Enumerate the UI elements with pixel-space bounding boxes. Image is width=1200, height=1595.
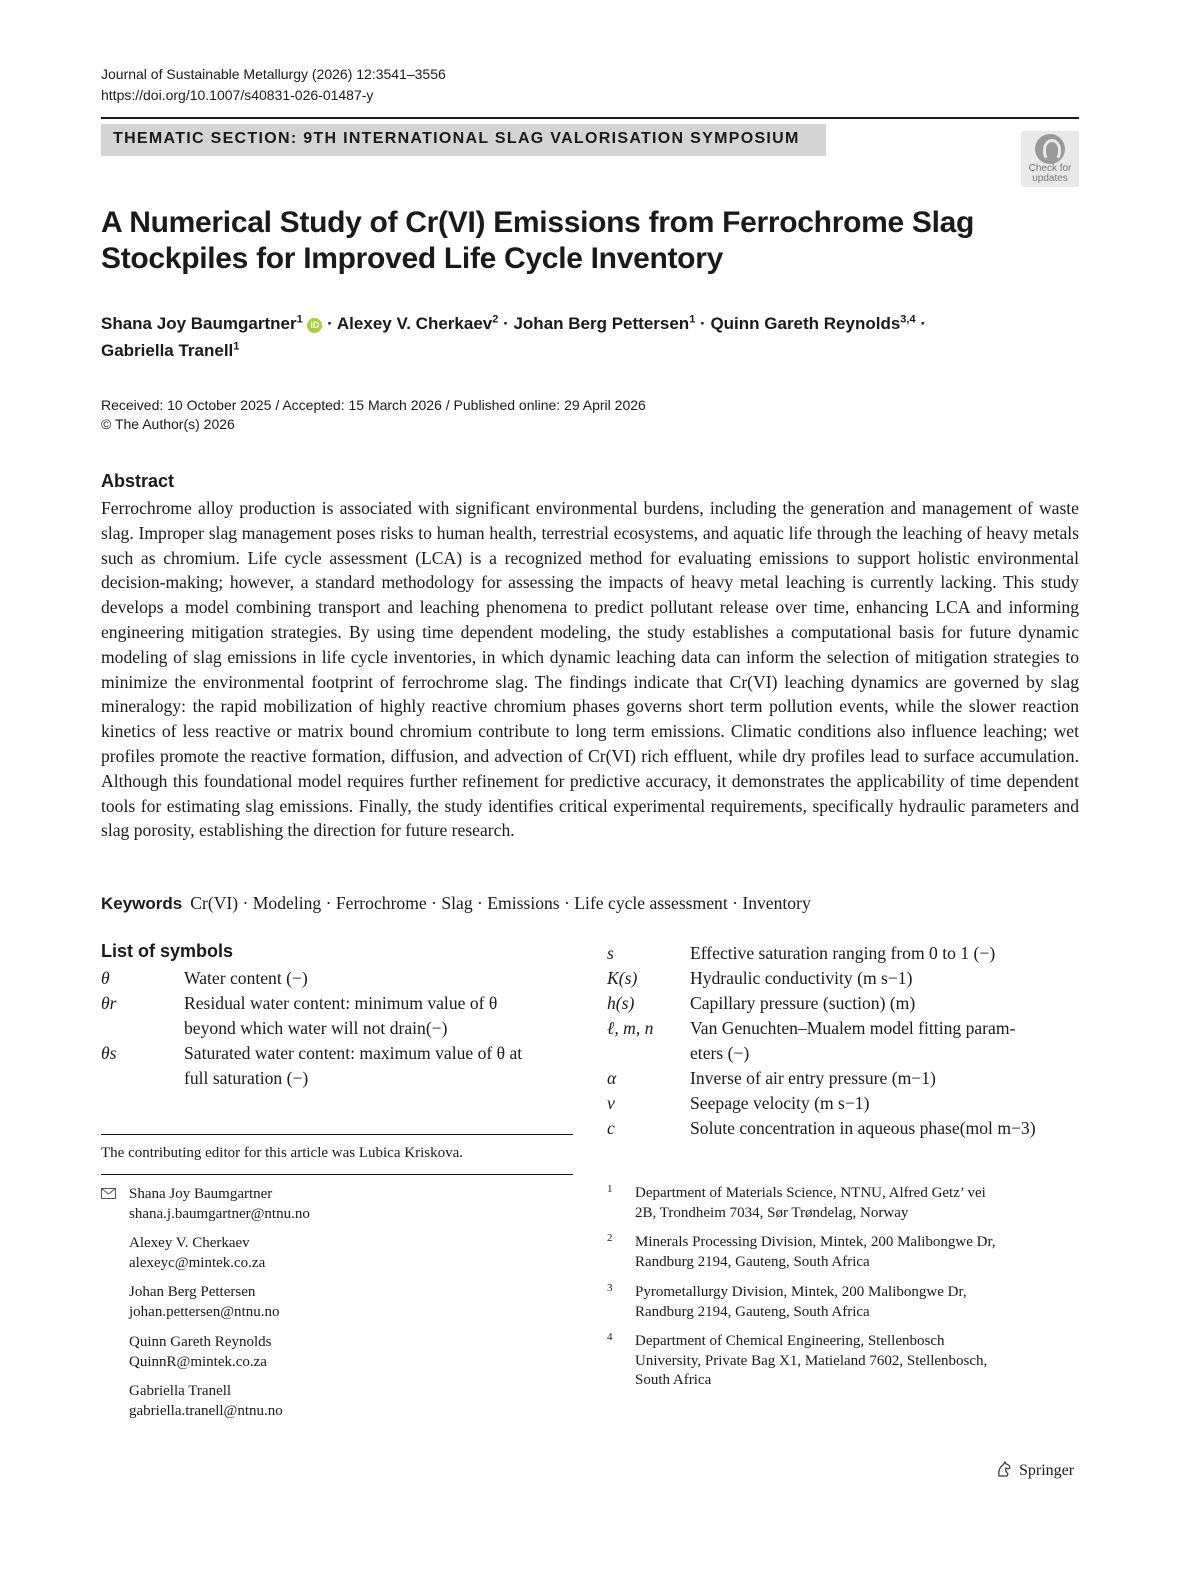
- symbol-description: full saturation (−): [184, 1068, 309, 1088]
- symbol-description: Seepage velocity (m s−1): [690, 1093, 870, 1113]
- symbol: α: [607, 1068, 617, 1088]
- contact-email[interactable]: alexeyc@mintek.co.za: [129, 1255, 266, 1271]
- contact-email[interactable]: gabriella.tranell@ntnu.no: [129, 1403, 283, 1419]
- contact-name: Johan Berg Pettersen: [129, 1284, 256, 1300]
- symbol-description: beyond which water will not drain(−): [184, 1018, 448, 1038]
- symbol-description: Capillary pressure (suction) (m): [690, 993, 916, 1013]
- symbol: θ: [101, 968, 110, 988]
- affiliation-number: 2: [607, 1232, 613, 1244]
- symbol: c: [607, 1118, 615, 1138]
- publisher-logo: [995, 1460, 1074, 1481]
- contact-name: Gabriella Tranell: [129, 1383, 232, 1399]
- header-rule: [101, 117, 1079, 119]
- contact-entry: [129, 1332, 271, 1372]
- author-list: [101, 310, 1061, 364]
- contact-email[interactable]: QuinnR@mintek.co.za: [129, 1354, 267, 1370]
- symbol: θr: [101, 993, 117, 1013]
- symbol-description: Water content (−): [184, 968, 308, 988]
- author-name[interactable]: Gabriella Tranell: [101, 341, 234, 360]
- check-updates-icon: [1035, 134, 1065, 164]
- affiliation: Minerals Processing Division, Mintek, 200 Malibongwe Dr, Randburg 2194, Gauteng, South Africa: [635, 1234, 996, 1270]
- section-banner-label: THEMATIC SECTION: 9TH INTERNATIONAL SLAG VALORISATION SYMPOSIUM: [113, 130, 800, 147]
- springer-horse-icon: [995, 1460, 1013, 1478]
- symbol: h(s): [607, 993, 635, 1013]
- affiliation: Department of Chemical Engineering, Stellenbosch University, Private Bag X1, Matieland 7602, Stellenbosch, South Africa: [635, 1333, 988, 1388]
- author-affiliation-marker: 3,4: [900, 313, 916, 326]
- affiliation-number: 4: [607, 1331, 613, 1343]
- orcid-icon[interactable]: iD: [307, 318, 322, 333]
- symbol: θs: [101, 1043, 117, 1063]
- author-separator: ·: [322, 314, 337, 333]
- symbol: ℓ, m, n: [607, 1018, 654, 1038]
- article-title: [101, 205, 1001, 277]
- symbol: v: [607, 1093, 615, 1113]
- symbol-description: Solute concentration in aqueous phase(mol m−3): [690, 1118, 1036, 1138]
- symbol: K(s): [607, 968, 638, 988]
- affiliation-number: 3: [607, 1282, 613, 1294]
- author-name[interactable]: Quinn Gareth Reynolds: [710, 314, 901, 333]
- envelope-icon: [101, 1188, 116, 1199]
- journal-header: [101, 64, 446, 106]
- author-affiliation-marker: 1: [689, 313, 696, 326]
- author-separator: ·: [915, 314, 926, 333]
- affiliation: Department of Materials Science, NTNU, Alfred Getz’ vei 2B, Trondheim 7034, Sør Trøndelag, Norway: [635, 1185, 986, 1221]
- history-dates: Received: 10 October 2025 / Accepted: 15 March 2026 / Published online: 29 April 2026: [101, 397, 646, 413]
- symbols-heading: List of symbols: [101, 941, 234, 961]
- contact-entry: [129, 1233, 265, 1273]
- symbol-description: eters (−): [690, 1043, 750, 1063]
- author-separator: ·: [695, 314, 711, 333]
- contact-name: Shana Joy Baumgartner: [129, 1186, 273, 1202]
- author-name[interactable]: Alexey V. Cherkaev: [336, 314, 493, 333]
- author-affiliation-marker: 1: [296, 313, 303, 326]
- contact-entry: [129, 1381, 283, 1421]
- symbol-description: Van Genuchten–Mualem model fitting param-: [690, 1018, 1016, 1038]
- check-for-updates-badge[interactable]: [1021, 131, 1079, 187]
- contact-email[interactable]: johan.pettersen@ntnu.no: [129, 1304, 280, 1320]
- symbol-description: Residual water content: minimum value of θ: [184, 993, 498, 1013]
- symbol-description: Effective saturation ranging from 0 to 1 (−): [690, 943, 996, 963]
- editor-note: The contributing editor for this article was Lubica Kriskova.: [101, 1145, 463, 1161]
- contact-email[interactable]: shana.j.baumgartner@ntnu.no: [129, 1206, 310, 1222]
- keywords-heading: Keywords: [101, 894, 183, 913]
- footnote-rule: [101, 1174, 573, 1175]
- journal-citation: Journal of Sustainable Metallurgy (2026) 12:3541–3556: [101, 66, 446, 82]
- title-line: A Numerical Study of Cr(VI) Emissions from Ferrochrome Slag: [101, 206, 975, 239]
- author-separator: ·: [498, 314, 514, 333]
- author-affiliation-marker: 1: [233, 340, 240, 353]
- symbol: s: [607, 943, 614, 963]
- contact-entry: [129, 1184, 310, 1224]
- symbol-description: Saturated water content: maximum value of θ at: [184, 1043, 523, 1063]
- affiliation: Pyrometallurgy Division, Mintek, 200 Malibongwe Dr, Randburg 2194, Gauteng, South Africa: [635, 1284, 967, 1320]
- publication-dates: [101, 396, 646, 434]
- check-updates-label: Check for updates: [1028, 163, 1072, 184]
- author-name[interactable]: Shana Joy Baumgartner: [101, 314, 297, 333]
- keywords-list: Cr(VI) · Modeling · Ferrochrome · Slag · Emissions · Life cycle assessment · Inventory: [190, 893, 811, 913]
- abstract-heading: Abstract: [101, 471, 175, 491]
- author-name[interactable]: Johan Berg Pettersen: [513, 314, 690, 333]
- copyright: © The Author(s) 2026: [101, 416, 235, 432]
- title-line: Stockpiles for Improved Life Cycle Inventory: [101, 242, 723, 275]
- symbol-description: Hydraulic conductivity (m s−1): [690, 968, 913, 988]
- contact-entry: [129, 1282, 279, 1322]
- abstract-body: Ferrochrome alloy production is associated with significant environmental burdens, including the generation and management of waste slag. Improper slag management poses risks to human health, terrestrial ecosystems, and aquatic life through the leaching of heavy metals such as chromium. Life cycle assessment (LCA) is a recognized method for evaluating emissions to support holistic environmental decision-making; however, a standard methodology for assessing the impacts of heavy metal leaching is currently lacking. This study develops a model combining transport and leaching phenomena to predict pollutant release over time, enhancing LCA and informing engineering mitigation strategies. By using time dependent modeling, the study establishes a computational basis for future dynamic modeling of slag emissions in life cycle inventories, in which dynamic leaching data can inform the selection of mitigation strategies to minimize the environmental footprint of ferrochrome slag. The findings indicate that Cr(VI) leaching dynamics are governed by slag mineralogy: the rapid mobilization of highly reactive chromium phases governs short term pollution events, while the slower reaction kinetics of less reactive or matrix bound chromium contribute to long term emissions. Climatic conditions also influence leaching; wet profiles promote the reactive formation, diffusion, and advection of Cr(VI) rich effluent, while dry profiles lead to surface accumulation. Although this foundational model requires further refinement for predictive accuracy, it demonstrates the applicability of time dependent tools for estimating slag emissions. Finally, the study identifies critical experimental requirements, specifically hydraulic parameters and slag porosity, establishing the direction for future research.: [101, 498, 1079, 841]
- footnote-rule: [101, 1134, 573, 1135]
- doi-link[interactable]: https://doi.org/10.1007/s40831-026-01487-y: [101, 87, 374, 103]
- contact-name: Alexey V. Cherkaev: [129, 1235, 250, 1251]
- affiliation-number: 1: [607, 1183, 613, 1195]
- symbol-description: Inverse of air entry pressure (m−1): [690, 1068, 936, 1088]
- section-banner: [101, 124, 826, 156]
- author-affiliation-marker: 2: [492, 313, 499, 326]
- contact-name: Quinn Gareth Reynolds: [129, 1334, 272, 1350]
- publisher-name: Springer: [1019, 1462, 1075, 1479]
- keywords: [101, 891, 811, 916]
